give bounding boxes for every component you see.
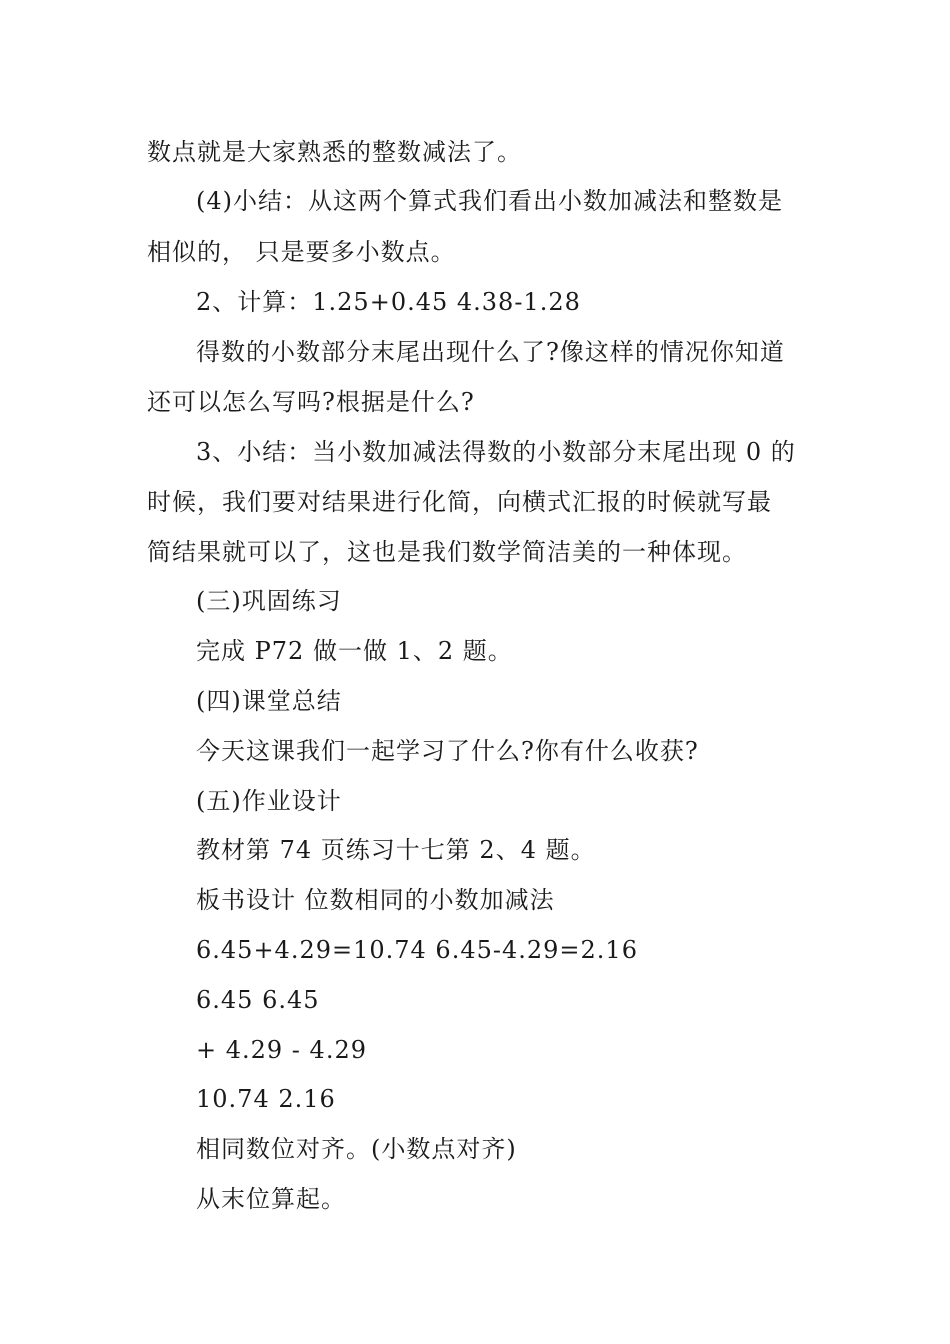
text-line-16: 板书设计 位数相同的小数加减法 bbox=[196, 886, 555, 914]
text-line-19: + 4.29 - 4.29 bbox=[196, 1036, 367, 1064]
text-line-13: 今天这课我们一起学习了什么?你有什么收获? bbox=[196, 737, 699, 765]
text-line-6: 还可以怎么写吗?根据是什么? bbox=[147, 388, 475, 416]
text-line-2: (4)小结：从这两个算式我们看出小数加减法和整数是 bbox=[196, 187, 783, 215]
text-line-18: 6.45 6.45 bbox=[196, 986, 320, 1014]
text-line-1: 数点就是大家熟悉的整数减法了。 bbox=[147, 138, 522, 166]
text-line-17: 6.45+4.29=10.74 6.45-4.29=2.16 bbox=[196, 936, 638, 964]
text-line-3: 相似的， 只是要多小数点。 bbox=[147, 238, 456, 266]
text-line-7: 3、小结：当小数加减法得数的小数部分末尾出现 0 的 bbox=[196, 438, 796, 466]
text-line-12: (四)课堂总结 bbox=[196, 687, 342, 715]
text-line-22: 从末位算起。 bbox=[196, 1185, 346, 1213]
text-line-21: 相同数位对齐。(小数点对齐) bbox=[196, 1135, 517, 1163]
text-line-10: (三)巩固练习 bbox=[196, 587, 342, 615]
text-line-4: 2、计算：1.25+0.45 4.38-1.28 bbox=[196, 288, 581, 316]
text-line-8: 时候，我们要对结果进行化简，向横式汇报的时候就写最 bbox=[147, 488, 772, 516]
text-line-15: 教材第 74 页练习十七第 2、4 题。 bbox=[196, 836, 596, 864]
text-line-11: 完成 P72 做一做 1、2 题。 bbox=[196, 637, 513, 665]
text-line-14: (五)作业设计 bbox=[196, 787, 342, 815]
text-line-9: 简结果就可以了，这也是我们数学简洁美的一种体现。 bbox=[147, 538, 747, 566]
text-line-20: 10.74 2.16 bbox=[196, 1085, 336, 1113]
text-line-5: 得数的小数部分末尾出现什么了?像这样的情况你知道 bbox=[196, 338, 785, 366]
